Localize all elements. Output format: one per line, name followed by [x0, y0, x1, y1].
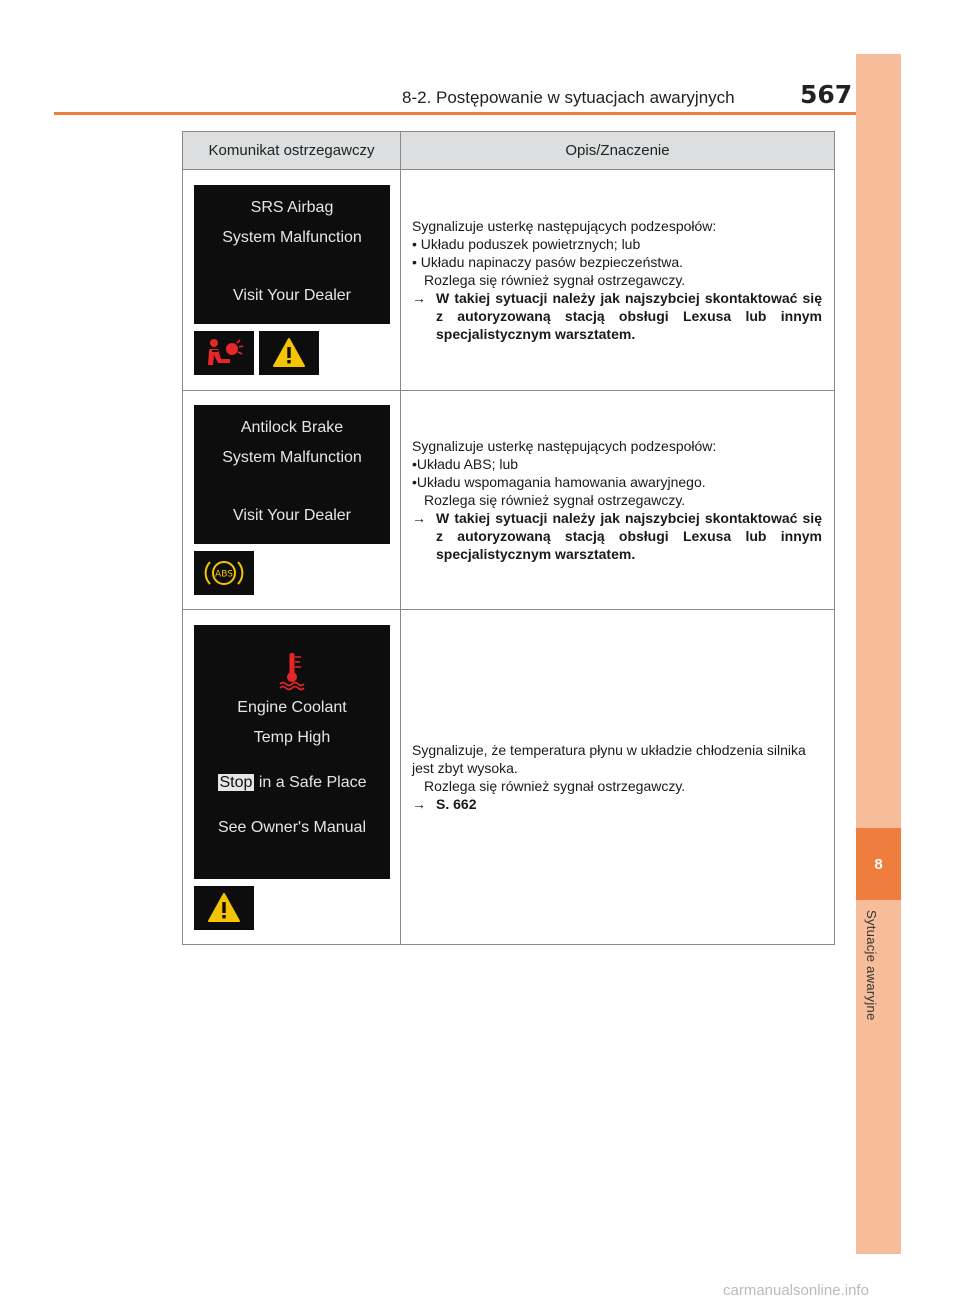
- table-header-row: [183, 132, 835, 170]
- action-text: → S. 662: [412, 796, 477, 812]
- display-line: System Malfunction: [222, 449, 362, 466]
- description-line: Sygnalizuje, że temperatura płynu w układzie chłodzenia silnika jest zbyt wysoka.: [412, 742, 806, 776]
- arrow-icon: →: [412, 796, 426, 812]
- table-row: [183, 391, 835, 610]
- warning-triangle-icon: [259, 331, 319, 375]
- description-cell: [401, 391, 835, 610]
- description-line: Rozlega się również sygnał ostrzegawczy.: [424, 272, 686, 288]
- display-line: SRS Airbag: [250, 199, 334, 216]
- description-line: •Układu ABS; lub: [412, 456, 519, 472]
- indicator-icons: [194, 886, 400, 930]
- message-cell: [183, 610, 401, 945]
- message-cell: [183, 170, 401, 391]
- description-line: Rozlega się również sygnał ostrzegawczy.: [424, 778, 686, 794]
- abs-display-screen: [194, 405, 390, 544]
- arrow-icon: →: [412, 510, 426, 526]
- display-line: See Owner's Manual: [217, 818, 366, 836]
- indicator-icons: [194, 551, 400, 595]
- action-text: → W takiej sytuacji należy jak najszybciej skontaktować się z autoryzowaną stacją obsługi Lexusa lub innym specjalistycznym warsztatem.: [412, 510, 822, 562]
- chapter-label: Sytuacje awaryjne: [864, 910, 879, 1021]
- display-line: Visit Your Dealer: [233, 507, 351, 524]
- description-text: [412, 437, 822, 563]
- description-line: Sygnalizuje usterkę następujących podzespołów:: [412, 218, 717, 234]
- watermark: carmanualsonline.info: [723, 1282, 869, 1299]
- display-line: Visit Your Dealer: [233, 287, 351, 304]
- description-text: [412, 217, 822, 343]
- svg-text:ABS: ABS: [215, 569, 233, 580]
- display-line: Stop in a Safe Place: [219, 773, 367, 791]
- airbag-icon: [194, 331, 254, 375]
- indicator-icons: [194, 331, 400, 375]
- warning-table: [182, 131, 835, 945]
- column-header-description: Opis/Znaczenie: [401, 132, 835, 170]
- display-line: System Malfunction: [222, 229, 362, 246]
- stop-highlight: Stop: [219, 773, 253, 791]
- table-row: [183, 170, 835, 391]
- column-header-message: Komunikat ostrzegawczy: [183, 132, 401, 170]
- display-line: Engine Coolant: [237, 698, 347, 716]
- message-cell: [183, 391, 401, 610]
- chapter-side-tab: [856, 54, 901, 1254]
- description-line: • Układu napinaczy pasów bezpieczeństwa.: [412, 254, 684, 270]
- description-text: [412, 741, 822, 813]
- description-line: Sygnalizuje usterkę następujących podzespołów:: [412, 438, 717, 454]
- coolant-display-screen: [194, 625, 390, 879]
- description-line: Rozlega się również sygnał ostrzegawczy.: [424, 492, 686, 508]
- page-number: 567: [800, 80, 853, 109]
- section-title: 8-2. Postępowanie w sytuacjach awaryjnych: [402, 88, 735, 107]
- table-row: [183, 610, 835, 945]
- description-cell: [401, 170, 835, 391]
- srs-display-screen: [194, 185, 390, 324]
- display-line: Antilock Brake: [240, 419, 344, 436]
- description-line: • Układu poduszek powietrznych; lub: [412, 236, 641, 252]
- chapter-number: 8: [856, 828, 901, 900]
- coolant-temp-icon: [194, 651, 390, 693]
- description-cell: [401, 610, 835, 945]
- abs-icon: [194, 551, 254, 595]
- display-line: Temp High: [253, 728, 331, 746]
- header-divider: [54, 112, 856, 115]
- action-text: → W takiej sytuacji należy jak najszybciej skontaktować się z autoryzowaną stacją obsługi Lexusa lub innym specjalistycznym warsztatem.: [412, 290, 822, 342]
- description-line: •Układu wspomagania hamowania awaryjnego.: [412, 474, 706, 490]
- arrow-icon: →: [412, 290, 426, 306]
- warning-triangle-icon: [194, 886, 254, 930]
